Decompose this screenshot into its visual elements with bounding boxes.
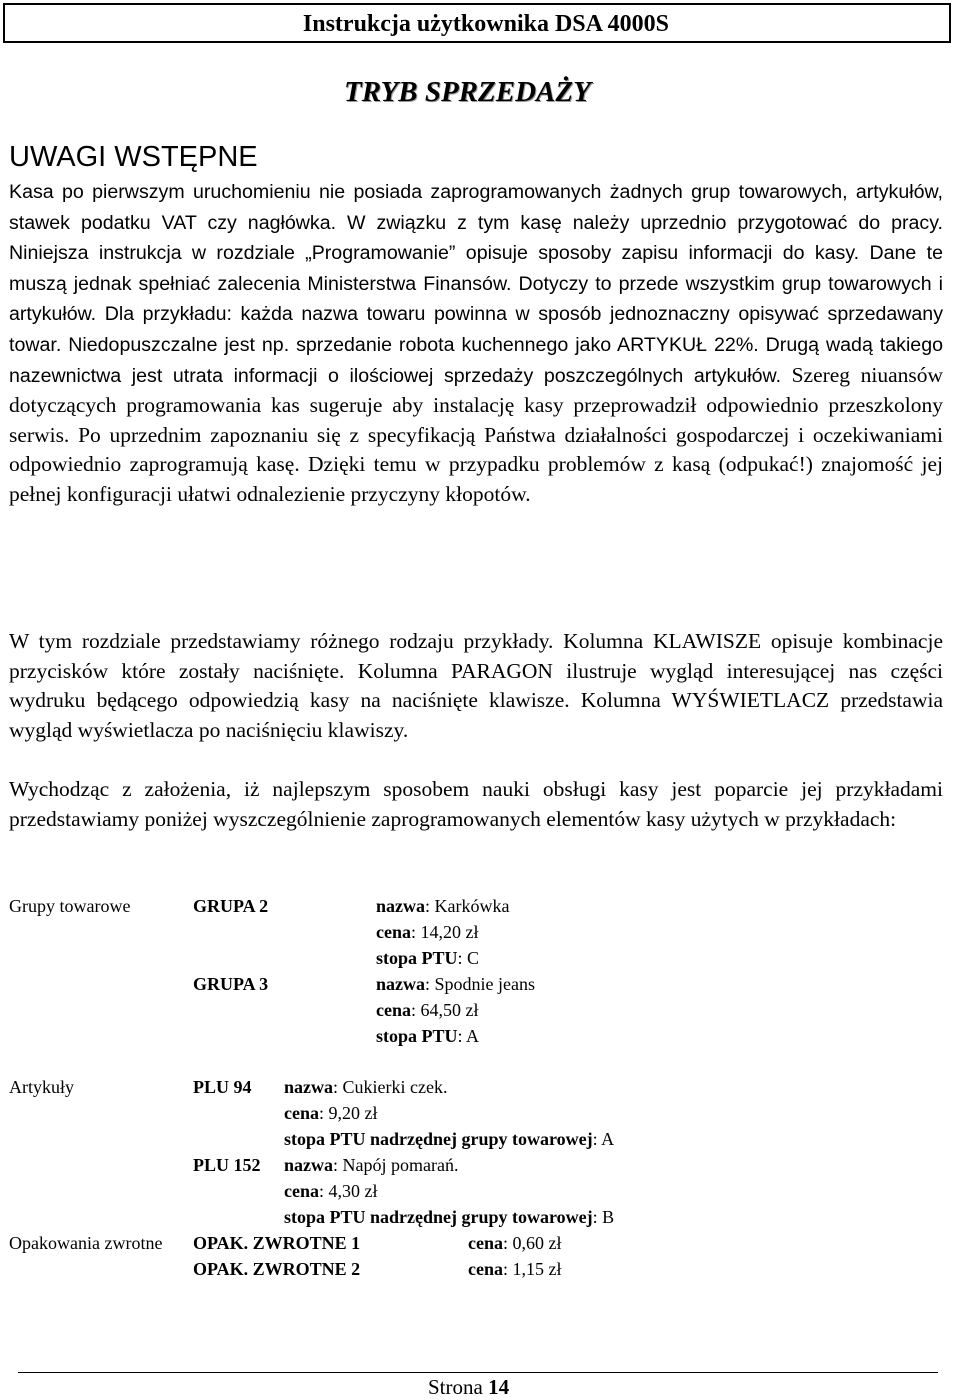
- group-field: stopa PTU: A: [376, 1026, 480, 1046]
- page-header: [3, 3, 951, 43]
- intro-text-sans: Kasa po pierwszym uruchomieniu nie posiada zaprogramowanych żadnych grup towarowych, artykułów, stawek podatku VAT czy nagłówka. W związku z tym kasę należy uprzednio przygotować do pracy. Niniejsza instrukcja w rozdziale „Programowanie” opisuje sposoby zapisu informacji do kasy. Dane te muszą jednak spełniać zalecenia Ministerstwa Finansów. Dotyczy to przede wszystkim grup towarowych i artykułów. Dla przykładu: każda nazwa towaru powinna w sposób jednoznaczny opisywać sprzedawany towar. Niedopuszczalne jest np. sprzedanie robota kuchennego jako ARTYKUŁ 22%. Drugą wadą takiego nazewnictwa jest utrata informacji o ilościowej sprzedaży poszczególnych artykułów.: [9, 181, 943, 387]
- article-field: stopa PTU nadrzędnej grupy towarowej: A: [284, 1129, 615, 1149]
- articles-label: Artykuły: [9, 1077, 74, 1097]
- article-field: cena: 9,20 zł: [284, 1103, 378, 1123]
- article-field: cena: 4,30 zł: [284, 1181, 378, 1201]
- groups-label: Grupy towarowe: [9, 896, 131, 916]
- article-field: nazwa: Napój pomarań.: [284, 1155, 459, 1175]
- mode-title: TRYB SPRZEDAŻY: [344, 76, 591, 108]
- elements-paragraph: Wychodząc z założenia, iż najlepszym sposobem nauki obsługi kasy jest poparcie jej przykładami przedstawiamy poniżej wyszczególnienie zaprogramowanych elementów kasy użytych w przykładach:: [9, 777, 943, 831]
- group-field: nazwa: Spodnie jeans: [376, 974, 536, 994]
- article-name: PLU 152: [193, 1155, 261, 1175]
- intro-text-serif: Szereg niuansów dotyczących programowania kas sugeruje aby instalację kasy przeprowadził odpowiednio przeszkolony serwis. Po uprzednim zapoznaniu się z specyfikacją Państwa działalności gospodarczej i oczekiwaniami odpowiednio zaprogramują kasę. Dzięki temu w przypadku problemów z kasą (odpukać!) znajomość jej pełnej konfiguracji ułatwi odnalezienie przyczyny kłopotów.: [9, 362, 944, 506]
- footer-label: Strona: [428, 1375, 483, 1399]
- section-heading: UWAGI WSTĘPNE: [9, 141, 258, 173]
- intro-paragraph: [9, 177, 943, 510]
- examples-paragraph: W tym rozdziale przedstawiamy różnego rodzaju przykłady. Kolumna KLAWISZE opisuje kombinacje przycisków które zostały naciśnięte. Kolumna PARAGON ilustruje wygląd interesującej nas części wydruku będącego odpowiedzią kasy na naciśnięte klawisze. Kolumna WYŚWIETLACZ przedstawia wygląd wyświetlacza po naciśnięciu klawiszy.: [9, 629, 943, 742]
- page-number: 14: [488, 1375, 510, 1399]
- group-field: stopa PTU: C: [376, 948, 480, 968]
- group-field: cena: 64,50 zł: [376, 1000, 479, 1020]
- article-field: stopa PTU nadrzędnej grupy towarowej: B: [284, 1207, 615, 1227]
- group-name: GRUPA 2: [193, 896, 269, 916]
- packaging-field: cena: 0,60 zł: [468, 1233, 562, 1253]
- article-name: PLU 94: [193, 1077, 252, 1097]
- group-name: GRUPA 3: [193, 974, 269, 994]
- article-field: nazwa: Cukierki czek.: [284, 1077, 448, 1097]
- packaging-label: Opakowania zwrotne: [9, 1233, 163, 1253]
- packaging-name: OPAK. ZWROTNE 1: [193, 1233, 361, 1253]
- page-footer: [428, 1375, 509, 1400]
- packaging-field: cena: 1,15 zł: [468, 1259, 562, 1279]
- group-field: cena: 14,20 zł: [376, 922, 479, 942]
- packaging-name: OPAK. ZWROTNE 2: [193, 1259, 361, 1279]
- group-field: nazwa: Karkówka: [376, 896, 510, 916]
- footer-divider: [18, 1372, 938, 1373]
- header-title: Instrukcja użytkownika DSA 4000S: [302, 11, 669, 37]
